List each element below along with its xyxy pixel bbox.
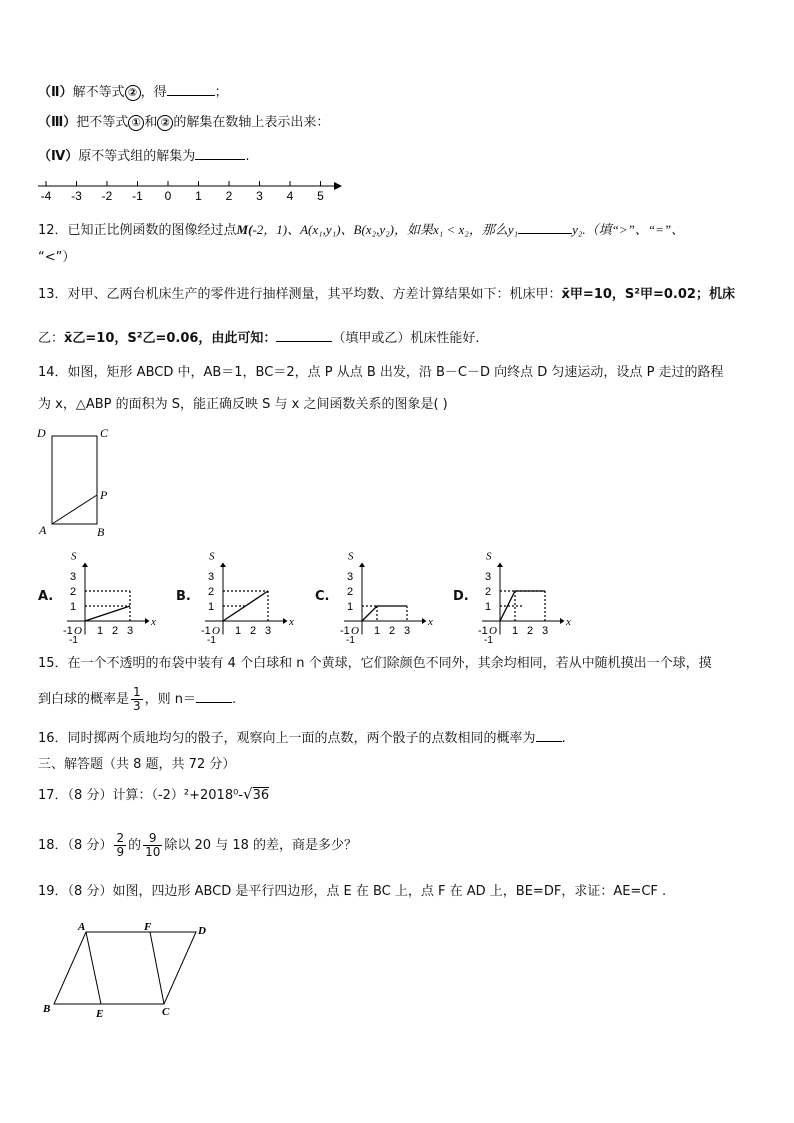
y-tick-label: 2 bbox=[207, 586, 215, 598]
q19: 19．（8 分）如图，四边形 ABCD 是平行四边形，点 E 在 BC 上，点 F 在 AD 上，BE=DF，求证：AE=CF . bbox=[38, 884, 667, 899]
neg1-label: -1 bbox=[340, 625, 350, 637]
number-line-label: -1 bbox=[132, 189, 143, 203]
answer-blank[interactable] bbox=[195, 146, 245, 160]
label-C: C bbox=[100, 426, 109, 440]
x-axis-label: x bbox=[566, 616, 571, 628]
x-tick-label: 3 bbox=[126, 625, 134, 637]
label-B: B bbox=[97, 525, 105, 539]
label-A: A bbox=[39, 523, 47, 537]
origin-label: O bbox=[74, 625, 82, 637]
neg1-label: -1 bbox=[63, 625, 73, 637]
x-tick-label: 3 bbox=[541, 625, 549, 637]
y-tick-label: 1 bbox=[484, 601, 492, 613]
q13-line1: 13．对甲、乙两台机床生产的零件进行抽样测量，其平均数、方差计算结果如下：机床甲：x̄甲=10，S²甲=0.02；机床 bbox=[38, 287, 735, 302]
label-A: A bbox=[78, 921, 86, 933]
x-axis-label: x bbox=[289, 616, 294, 628]
y-tick-label: 1 bbox=[346, 601, 354, 613]
fraction-2-9: $\frac{2}{9}$ bbox=[116, 831, 125, 859]
q12-line2: “<”） bbox=[38, 250, 76, 265]
y-tick-label: 3 bbox=[207, 571, 215, 583]
section-heading: 三、解答题（共 8 题，共 72 分） bbox=[38, 757, 236, 772]
y-tick-label: 3 bbox=[346, 571, 354, 583]
answer-blank[interactable] bbox=[196, 689, 232, 703]
circle-1-icon: ① bbox=[128, 115, 144, 131]
parallelogram-figure bbox=[36, 918, 216, 1022]
neg1-label: -1 bbox=[69, 635, 78, 644]
option-c-label[interactable]: C. bbox=[315, 589, 330, 604]
x-tick-label: 1 bbox=[96, 625, 104, 637]
option-a-graph[interactable] bbox=[60, 544, 160, 644]
neg1-label: -1 bbox=[484, 635, 493, 644]
sqrt-icon: √ bbox=[243, 785, 253, 803]
origin-label: O bbox=[489, 625, 497, 637]
option-d-graph[interactable] bbox=[475, 544, 575, 644]
x-tick-label: 3 bbox=[403, 625, 411, 637]
q17: 17．（8 分）计算：（-2）²+2018⁰-√36 bbox=[38, 785, 270, 803]
number-line-label: 1 bbox=[195, 189, 202, 203]
fraction-one-third: $\frac{1}{3}$ bbox=[133, 685, 141, 713]
label-D: D bbox=[198, 925, 206, 937]
x-tick-label: 2 bbox=[249, 625, 257, 637]
q18: 18．（8 分） $\frac{2}{9}$ 的 $\frac{9}{10}$ 除以 20 与 18 的差，商是多少？ bbox=[38, 831, 358, 859]
answer-blank[interactable] bbox=[167, 82, 215, 96]
y-tick-label: 2 bbox=[346, 586, 354, 598]
s-axis-label: S bbox=[209, 550, 215, 563]
label-F: F bbox=[144, 921, 152, 933]
number-line-label: 4 bbox=[286, 189, 294, 203]
x-tick-label: 1 bbox=[511, 625, 519, 637]
y-tick-label: 3 bbox=[69, 571, 77, 583]
x-tick-label: 2 bbox=[111, 625, 119, 637]
q13-line2: 乙：x̄乙=10，S²乙=0.06，由此可知： （填甲或乙）机床性能好. bbox=[38, 328, 480, 348]
answer-blank[interactable] bbox=[276, 328, 332, 342]
neg1-label: -1 bbox=[478, 625, 488, 637]
y-tick-label: 3 bbox=[484, 571, 492, 583]
option-b-label[interactable]: B. bbox=[176, 589, 191, 604]
answer-blank[interactable] bbox=[536, 728, 562, 742]
q11-part3: （Ⅲ）把不等式 ① 和 ② 的解集在数轴上表示出来： bbox=[38, 115, 330, 130]
neg1-label: -1 bbox=[201, 625, 211, 637]
number-line-label: -4 bbox=[40, 189, 52, 203]
circle-2-icon: ② bbox=[157, 115, 173, 131]
q16: 16．同时掷两个质地均匀的骰子，观察向上一面的点数，两个骰子的点数相同的概率为 . bbox=[38, 728, 566, 748]
q15-line1: 15．在一个不透明的布袋中装有 4 个白球和 n 个黄球，它们除颜色不同外，其余均相同，若从中随机摸出一个球，摸 bbox=[38, 656, 712, 671]
x-tick-label: 1 bbox=[234, 625, 242, 637]
label-D: D bbox=[37, 426, 46, 440]
neg1-label: -1 bbox=[346, 635, 355, 644]
number-line-label: -3 bbox=[71, 189, 82, 203]
q11-part4: （Ⅳ）原不等式组的解集为 . bbox=[38, 146, 249, 166]
y-tick-label: 1 bbox=[69, 601, 77, 613]
fraction-9-10: $\frac{9}{10}$ bbox=[145, 831, 161, 859]
function-graph bbox=[223, 591, 268, 621]
rectangle-figure bbox=[34, 424, 124, 540]
q12-line1: 12．已知正比例函数的图像经过点M(-2，1)、A(x₁,y₁)、B(x₂,y₂)，如果x₁ < x₂，那么y₁ y₂.（填“>”、“=”、 bbox=[38, 222, 685, 238]
option-a-label[interactable]: A. bbox=[38, 589, 54, 604]
x-tick-label: 2 bbox=[526, 625, 534, 637]
q14-line2: 为 x，△ABP 的面积为 S，能正确反映 S 与 x 之间函数关系的图象是( ) bbox=[38, 397, 448, 412]
number-line-label: 0 bbox=[164, 189, 172, 203]
s-axis-label: S bbox=[486, 550, 492, 563]
s-axis-label: S bbox=[348, 550, 354, 563]
q15-line2: 到白球的概率是 $\frac{1}{3}$ ，则 n＝ . bbox=[38, 685, 237, 713]
x-axis-label: x bbox=[151, 616, 156, 628]
number-line bbox=[36, 176, 348, 206]
s-axis-label: S bbox=[71, 550, 77, 563]
y-tick-label: 2 bbox=[69, 586, 77, 598]
origin-label: O bbox=[212, 625, 220, 637]
q11-part2: （Ⅱ）解不等式 ② ，得 ； bbox=[38, 82, 228, 102]
circle-2-icon: ② bbox=[125, 85, 141, 101]
q14-line1: 14．如图，矩形 ABCD 中，AB＝1，BC＝2，点 P 从点 B 出发，沿 B－C－D 向终点 D 匀速运动，设点 P 走过的路程 bbox=[38, 365, 724, 380]
label-P: P bbox=[100, 488, 108, 502]
label-E: E bbox=[96, 1008, 104, 1020]
x-tick-label: 1 bbox=[373, 625, 381, 637]
number-line-label: -2 bbox=[101, 189, 113, 203]
number-line-label: 5 bbox=[317, 189, 324, 203]
x-tick-label: 3 bbox=[264, 625, 272, 637]
option-d-label[interactable]: D. bbox=[453, 589, 469, 604]
number-line-label: 2 bbox=[225, 189, 233, 203]
function-graph bbox=[362, 606, 407, 621]
y-tick-label: 1 bbox=[207, 601, 215, 613]
function-graph bbox=[85, 606, 130, 621]
answer-blank[interactable] bbox=[518, 220, 572, 234]
option-b-graph[interactable] bbox=[198, 544, 298, 644]
x-tick-label: 2 bbox=[388, 625, 396, 637]
label-B: B bbox=[43, 1003, 51, 1015]
origin-label: O bbox=[351, 625, 359, 637]
option-c-graph[interactable] bbox=[337, 544, 437, 644]
x-axis-label: x bbox=[428, 616, 433, 628]
label-C: C bbox=[162, 1006, 170, 1018]
number-line-label: 3 bbox=[256, 189, 263, 203]
y-tick-label: 2 bbox=[484, 586, 492, 598]
neg1-label: -1 bbox=[207, 635, 216, 644]
